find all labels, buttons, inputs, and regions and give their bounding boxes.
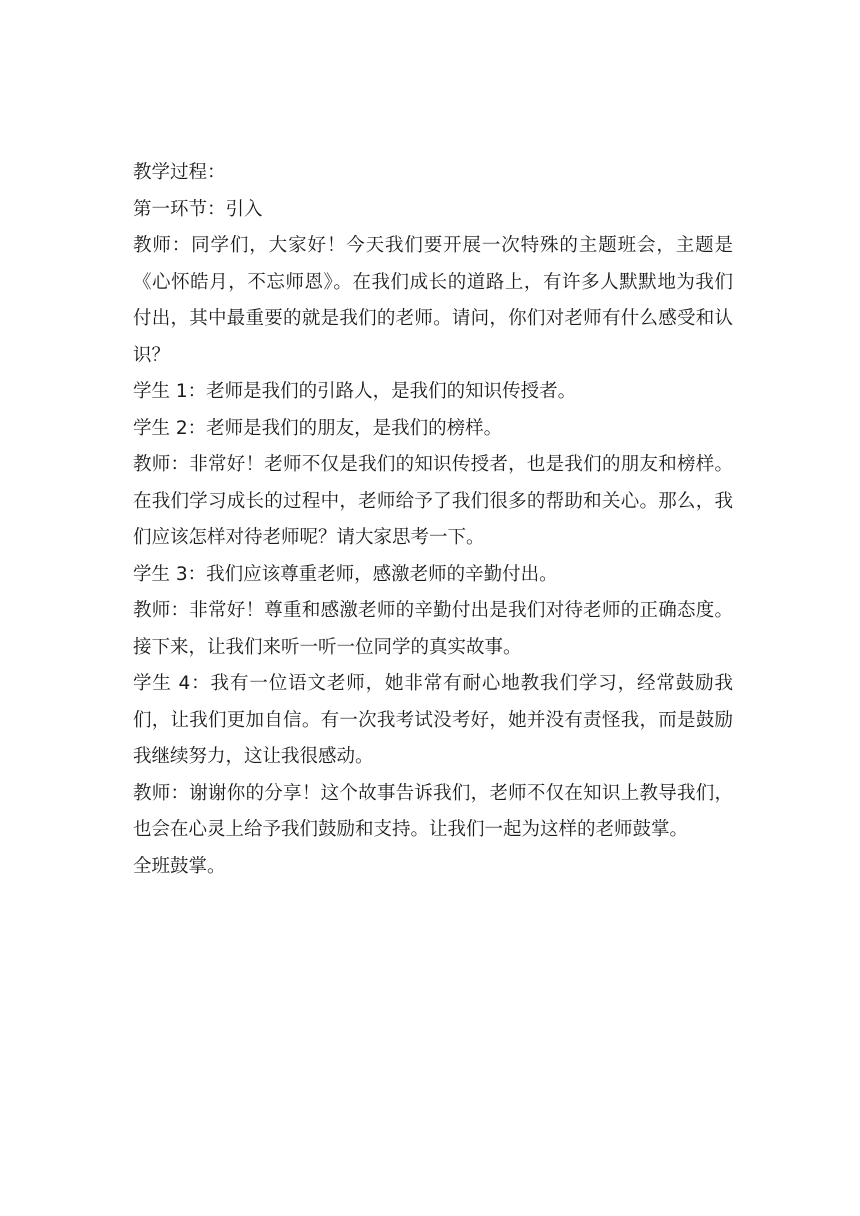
paragraph-student-3: 学生 3：我们应该尊重老师，感激老师的辛勤付出。 bbox=[133, 563, 558, 585]
section-heading-intro: 第一环节：引入 bbox=[133, 198, 263, 220]
paragraph-class-applause: 全班鼓掌。 bbox=[133, 855, 226, 877]
paragraph-student-2: 学生 2：老师是我们的朋友，是我们的榜样。 bbox=[133, 417, 503, 439]
paragraph-student-4: 学生 4：我有一位语文老师，她非常有耐心地教我们学习，经常鼓励我们，让我们更加自信。有一次我考试没考好，她并没有责怪我，而是鼓励我继续努力，这让我很感动。 bbox=[133, 673, 733, 767]
paragraph-teacher-2: 教师：非常好！老师不仅是我们的知识传授者，也是我们的朋友和榜样。在我们学习成长的过程中，老师给予了我们很多的帮助和关心。那么，我们应该怎样对待老师呢？请大家思考一下。 bbox=[133, 454, 733, 548]
document-body bbox=[133, 155, 733, 885]
paragraph-teacher-1: 教师：同学们，大家好！今天我们要开展一次特殊的主题班会，主题是《心怀皓月，不忘师恩》。在我们成长的道路上，有许多人默默地为我们付出，其中最重要的就是我们的老师。请问，你们对老师有什么感受和认识？ bbox=[133, 235, 733, 366]
section-heading-process: 教学过程： bbox=[133, 162, 226, 183]
paragraph-teacher-4: 教师：谢谢你的分享！这个故事告诉我们，老师不仅在知识上教导我们，也会在心灵上给予我们鼓励和支持。让我们一起为这样的老师鼓掌。 bbox=[133, 782, 733, 840]
paragraph-teacher-3: 教师：非常好！尊重和感激老师的辛勤付出是我们对待老师的正确态度。接下来，让我们来听一听一位同学的真实故事。 bbox=[133, 600, 733, 658]
paragraph-student-1: 学生 1：老师是我们的引路人，是我们的知识传授者。 bbox=[133, 381, 577, 402]
